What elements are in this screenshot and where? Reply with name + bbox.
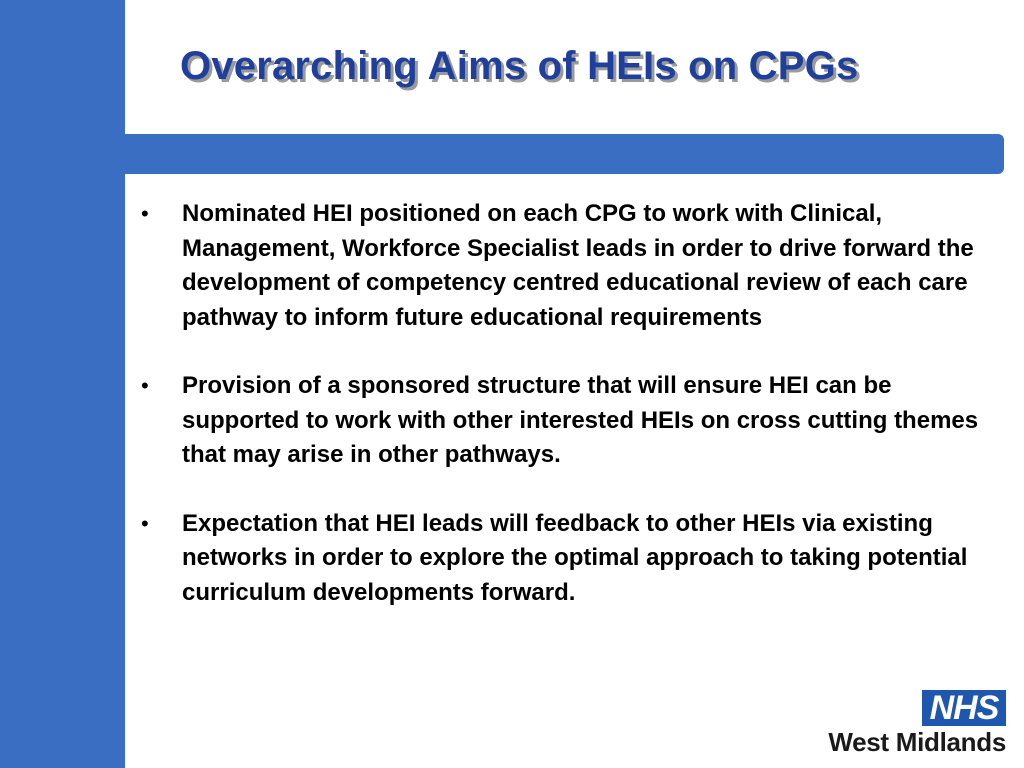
bullet-item — [141, 197, 986, 335]
bullet-item — [141, 369, 986, 473]
bullet-text: Expectation that HEI leads will feedback to other HEIs via existing networks in order to explore the optimal approach to taking potential curriculum developments forward. — [182, 509, 968, 606]
nhs-badge: NHS — [922, 690, 1006, 726]
bullet-icon: • — [141, 373, 149, 398]
bullet-text: Nominated HEI positioned on each CPG to work with Clinical, Management, Workforce Specialist leads in order to drive forward the development of competency centred educational review of each care pathway to inform future educational requirements — [182, 200, 974, 331]
nhs-logo — [808, 690, 1008, 760]
bullet-icon: • — [141, 510, 149, 536]
slide-title: Overarching Aims of HEIs on CPGs — [180, 44, 859, 88]
bullet-list — [141, 197, 986, 644]
bullet-icon: • — [141, 201, 149, 226]
bullet-text: Provision of a sponsored structure that will ensure HEI can be supported to work with other interested HEIs on cross cutting themes that may arise in other pathways. — [182, 372, 979, 468]
title-underline-band — [125, 134, 1004, 174]
logo-region-name: West Midlands — [828, 727, 1006, 757]
bullet-item — [141, 507, 986, 611]
left-accent-bar — [0, 0, 125, 768]
